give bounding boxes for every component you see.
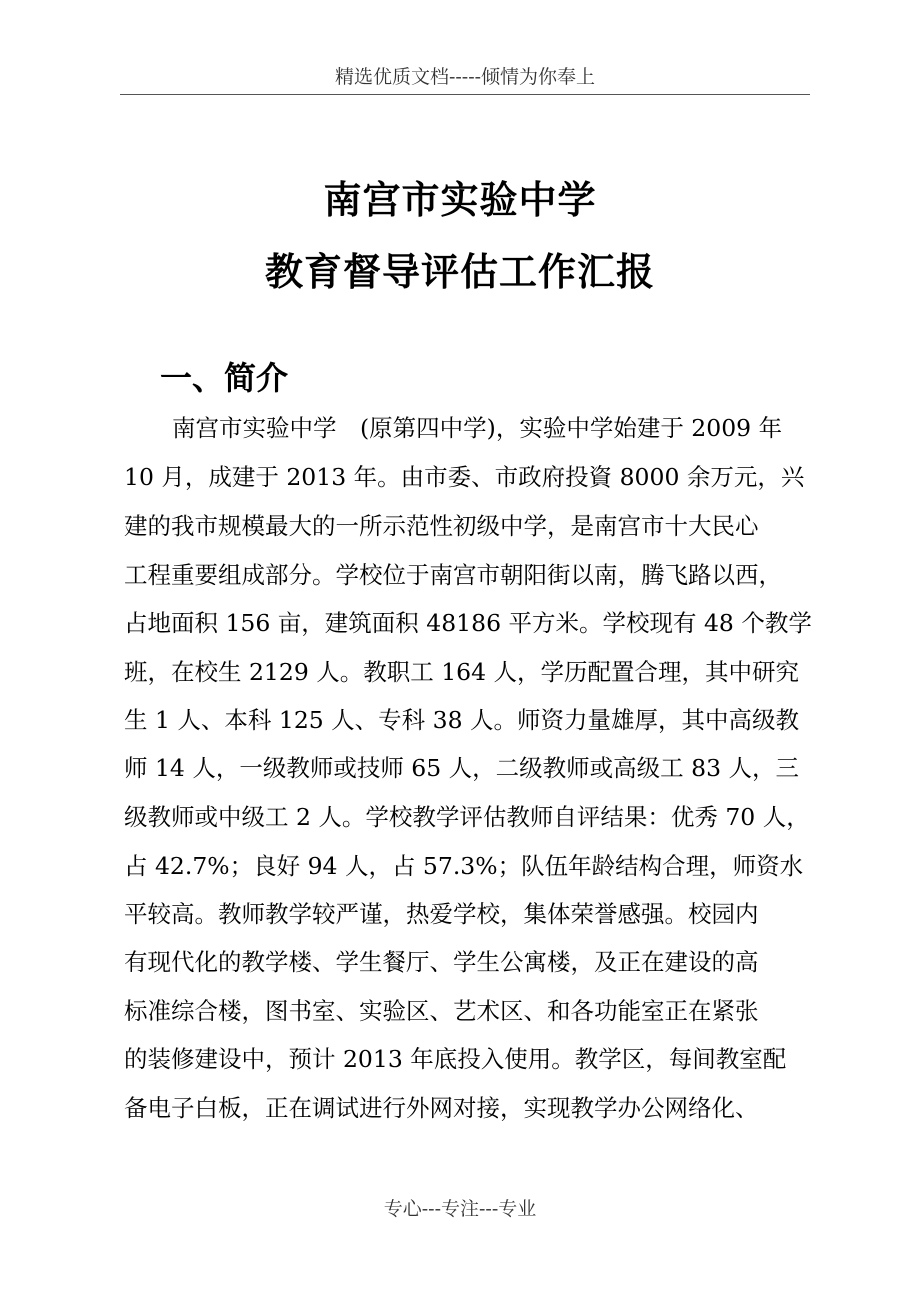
section-heading: 一、简介 [160, 359, 289, 397]
body-line: 10 月，成建于 2013 年。由市委、市政府投資 8000 余万元，兴 [124, 463, 805, 491]
header-divider [120, 94, 810, 95]
document-title-line-2: 教育督导评估工作汇报 [264, 250, 655, 294]
page-header: 精选优质文档-----倾情为你奉上 [334, 66, 596, 88]
body-line: 占 42.7%；良好 94 人，占 57.3%；队伍年龄结构合理，师资水 [124, 852, 804, 880]
body-line: 有现代化的教学楼、学生餐厅、学生公寓楼，及正在建设的高 [124, 948, 759, 976]
body-line: 南宫市实验中学 (原第四中学)，实验中学始建于 2009 年 [172, 414, 783, 442]
body-line: 师 14 人，一级教师或技师 65 人，二级教师或高级工 83 人，三 [124, 754, 800, 782]
body-line: 的装修建设中，预计 2013 年底投入使用。教学区，每间教室配 [124, 1045, 787, 1073]
document-title-line-1: 南宫市实验中学 [323, 178, 597, 222]
body-line: 建的我市规模最大的一所示范性初级中学，是南宫市十大民心 [124, 512, 759, 540]
page-footer: 专心---专注---专业 [383, 1198, 537, 1220]
body-line: 标准综合楼，图书室、实验区、艺术区、和各功能室正在紧张 [124, 997, 759, 1025]
body-line: 工程重要组成部分。学校位于南宫市朝阳街以南，腾飞路以西， [124, 561, 782, 589]
body-line: 平较高。教师教学较严谨，热爱学校，集体荣誉感强。校园内 [124, 900, 759, 928]
body-line: 备电子白板，正在调试进行外网对接，实现教学办公网络化、 [124, 1094, 759, 1122]
body-line: 级教师或中级工 2 人。学校教学评估教师自评结果：优秀 70 人， [124, 803, 810, 831]
body-line: 生 1 人、本科 125 人、专科 38 人。师资力量雄厚，其中高级教 [124, 706, 800, 734]
body-line: 占地面积 156 亩，建筑面积 48186 平方米。学校现有 48 个教学 [124, 609, 812, 637]
body-line: 班，在校生 2129 人。教职工 164 人，学历配置合理，其中研究 [124, 658, 800, 686]
